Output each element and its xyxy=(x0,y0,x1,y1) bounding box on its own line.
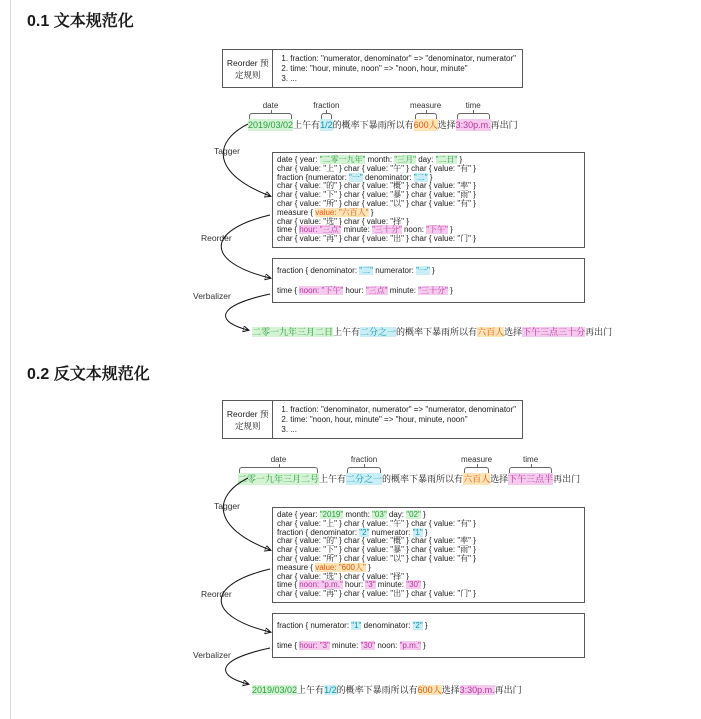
rule-item: 2. time: "hour, minute, noon" => "noon, hour, minute" xyxy=(281,63,468,73)
highlight-frac: "二" xyxy=(413,172,428,182)
text-segment: } xyxy=(427,172,433,182)
text-segment: month: xyxy=(365,155,395,164)
box-line xyxy=(277,235,580,244)
text-segment: 选择 xyxy=(504,327,523,337)
highlight-time: noon: "p.m." xyxy=(299,580,343,590)
text-segment: } xyxy=(365,562,371,572)
stage-label-tagger: Tagger xyxy=(214,146,240,156)
highlight-meas: value: "600人" xyxy=(315,562,366,572)
text-segment: } xyxy=(447,286,453,295)
highlight-date: "三月" xyxy=(394,155,416,164)
highlight-time: "p.m." xyxy=(399,641,421,650)
rule-item: 3. ... xyxy=(281,424,297,434)
rules-list xyxy=(273,401,522,438)
highlight-frac: 二分之一 xyxy=(360,327,397,337)
highlight-time: "30" xyxy=(360,641,376,650)
reorder-output-box xyxy=(272,613,585,658)
text-segment: char { value: "的" } char { value: "概" } char { value: "率" } xyxy=(277,536,476,546)
text-segment: } xyxy=(420,580,426,590)
highlight-frac: 1/2 xyxy=(324,685,337,695)
tagger-output-box xyxy=(272,507,585,603)
brace-icon xyxy=(464,467,489,473)
span-label: time xyxy=(465,101,481,110)
highlight-frac: "1" xyxy=(412,527,423,537)
section-heading: 0.2 反文本规范化 xyxy=(27,366,150,383)
span-label: measure xyxy=(410,101,442,110)
highlight-meas: 600人 xyxy=(417,685,442,695)
highlight-time: hour: "三点" xyxy=(299,225,342,235)
page-border xyxy=(10,0,11,719)
rules-box xyxy=(222,49,523,88)
highlight-meas: measure 六百人 xyxy=(461,455,493,484)
text-segment: 再出门 xyxy=(585,327,613,337)
text-segment: char { value: "下" } char { value: "暴" } char { value: "雨" } xyxy=(277,190,476,200)
text-segment: } xyxy=(368,207,374,217)
arrow-verbalizer xyxy=(226,648,270,684)
text-segment: 的概率下暴雨所以有 xyxy=(336,685,418,695)
rules-title: Reorder 预定规则 xyxy=(223,50,273,87)
rule-item: 1. fraction: "denominator, numerator" => "numerator, denominator" xyxy=(281,405,516,414)
highlight-time: "三点" xyxy=(365,286,388,295)
text-segment: char { value: "选" } char { value: "择" } xyxy=(277,216,409,226)
text-segment: char { value: "所" } char { value: "以" } char { value: "有" } xyxy=(277,198,476,208)
box-line xyxy=(277,286,580,295)
text-segment: month: xyxy=(343,510,373,519)
text-segment: date { year: xyxy=(277,510,320,519)
highlight-date: "二日" xyxy=(435,155,458,164)
highlight-date: "02" xyxy=(406,510,421,519)
highlight-frac: fraction 二分之一 xyxy=(346,455,383,484)
text-segment: fraction { numerator: xyxy=(277,621,352,630)
highlight-frac: "一" xyxy=(416,266,430,275)
text-segment: char { value: "所" } char { value: "以" } char { value: "有" } xyxy=(277,553,476,563)
brace-icon xyxy=(457,113,490,119)
text-segment: 上午有 xyxy=(333,327,361,337)
text-segment: char { value: "的" } char { value: "概" } char { value: "率" } xyxy=(277,181,476,191)
stage-label-verbalizer: Verbalizer xyxy=(193,291,231,301)
text-segment: 上午有 xyxy=(297,685,325,695)
highlight-time: hour: "3" xyxy=(299,641,330,650)
rule-item: 2. time: "noon, hour, minute" => "hour, minute, noon" xyxy=(281,414,468,424)
text-segment: denominator: xyxy=(362,172,414,182)
highlight-date: "03" xyxy=(372,510,387,519)
highlight-time: "三十分" xyxy=(418,286,448,295)
text-segment: denominator: xyxy=(361,621,413,630)
text-segment: time { xyxy=(277,580,300,590)
highlight-meas: 六百人 xyxy=(477,327,505,337)
text-segment: numerator: xyxy=(369,527,413,537)
text-segment: fraction { denominator: xyxy=(277,266,360,275)
text-segment: measure { xyxy=(277,562,316,572)
brace-icon xyxy=(415,113,437,119)
highlight-frac: fraction 1/2 xyxy=(313,101,340,130)
brace-icon xyxy=(347,467,381,473)
stage-label-tagger: Tagger xyxy=(214,501,240,511)
stage-label-reorder: Reorder xyxy=(201,589,232,599)
text-segment: minute: xyxy=(329,641,361,650)
brace-icon xyxy=(509,467,552,473)
text-segment: noon: xyxy=(401,225,427,235)
text-segment: } xyxy=(422,621,428,630)
highlight-time: 3:30p.m. xyxy=(459,685,495,695)
highlight-frac: "2" xyxy=(412,621,423,630)
rule-item: 3. ... xyxy=(281,73,297,83)
highlight-time: "下午" xyxy=(426,225,448,235)
text-segment: minute: xyxy=(387,286,419,295)
text-segment: 选择 xyxy=(441,685,460,695)
reorder-output-box xyxy=(272,258,585,303)
text-segment: measure { xyxy=(277,207,316,217)
text-segment: char { value: "再" } char { value: "出" } char { value: "门" } xyxy=(277,234,476,244)
tagger-output-box xyxy=(272,152,585,248)
arrow-reorder xyxy=(221,215,270,278)
text-segment: char { value: "下" } char { value: "暴" } char { value: "雨" } xyxy=(277,545,476,555)
section-heading: 0.1 文本规范化 xyxy=(27,13,134,30)
span-label: date xyxy=(270,455,287,464)
text-segment: time { xyxy=(277,286,300,295)
arrow-reorder xyxy=(221,569,270,632)
rule-item: 1. fraction: "numerator, denominator" => "denominator, numerator" xyxy=(281,54,516,63)
text-segment: 的概率下暴雨所以有 xyxy=(396,327,478,337)
span-label: measure xyxy=(461,455,493,464)
span-label: time xyxy=(523,455,539,464)
text-segment: minute: xyxy=(341,225,373,235)
arrow-tagger xyxy=(223,124,270,196)
highlight-time: "30" xyxy=(406,580,421,590)
output-sentence xyxy=(252,684,522,696)
text-segment: hour: xyxy=(342,580,366,590)
highlight-time: time 下午三点半 xyxy=(508,455,554,484)
highlight-meas: value: "六百人" xyxy=(315,207,369,217)
brace-icon xyxy=(321,113,332,119)
box-line xyxy=(277,621,580,630)
text-segment: 的概率下暴雨所以有 xyxy=(332,120,414,130)
stage-label-reorder: Reorder xyxy=(201,233,232,243)
highlight-time: 下午三点三十分 xyxy=(522,327,586,337)
span-label: fraction xyxy=(313,101,340,110)
highlight-time: "3" xyxy=(365,580,376,590)
text-segment: day: xyxy=(415,155,436,164)
highlight-frac: "一" xyxy=(349,172,363,182)
text-segment: } xyxy=(447,225,453,235)
highlight-frac: "1" xyxy=(351,621,362,630)
text-segment: fraction {numerator: xyxy=(277,172,350,182)
highlight-date: date 2019/03/02 xyxy=(248,101,294,130)
highlight-time: "三十分" xyxy=(372,225,402,235)
highlight-time: noon: "下午" xyxy=(299,286,344,295)
text-segment: char { value: "选" } char { value: "择" } xyxy=(277,571,409,581)
text-segment: char { value: "上" } char { value: "午" } char { value: "有" } xyxy=(277,163,476,173)
text-segment: day: xyxy=(386,510,407,519)
highlight-date: date 二零一九年三月二号 xyxy=(238,455,320,484)
highlight-date: 2019/03/02 xyxy=(252,685,298,695)
text-segment: minute: xyxy=(375,580,407,590)
highlight-date: "2019" xyxy=(319,510,344,519)
box-line xyxy=(277,641,580,650)
box-line xyxy=(277,590,580,599)
text-segment: date { year: xyxy=(277,155,320,164)
text-segment: } xyxy=(420,641,426,650)
text-segment: 上午有 xyxy=(319,474,347,484)
text-segment: fraction { denominator: xyxy=(277,527,360,537)
text-segment: } xyxy=(422,527,428,537)
text-segment: 再出门 xyxy=(490,120,518,130)
text-segment: char { value: "再" } char { value: "出" } char { value: "门" } xyxy=(277,589,476,599)
text-segment: 上午有 xyxy=(293,120,321,130)
text-segment: 再出门 xyxy=(553,474,581,484)
highlight-frac: "2" xyxy=(359,527,370,537)
flow-arrows xyxy=(186,468,286,698)
text-segment: } xyxy=(420,510,426,519)
text-segment: time { xyxy=(277,641,300,650)
text-segment: } xyxy=(429,266,435,275)
input-sentence xyxy=(248,101,518,131)
box-line xyxy=(277,266,580,275)
stage-label-verbalizer: Verbalizer xyxy=(193,650,231,660)
text-segment: 选择 xyxy=(437,120,456,130)
text-segment: 的概率下暴雨所以有 xyxy=(382,474,464,484)
output-sentence xyxy=(252,326,612,338)
arrow-verbalizer xyxy=(226,294,270,330)
span-label: date xyxy=(262,101,279,110)
text-segment: } xyxy=(457,155,463,164)
highlight-time: time 3:30p.m. xyxy=(455,101,491,130)
arrow-tagger xyxy=(223,478,270,550)
text-segment: 再出门 xyxy=(494,685,522,695)
text-segment: char { value: "上" } char { value: "午" } char { value: "有" } xyxy=(277,518,476,528)
text-segment: 选择 xyxy=(490,474,509,484)
span-label: fraction xyxy=(350,455,378,464)
rules-title: Reorder 预定规则 xyxy=(223,401,273,438)
highlight-date: "二零一九年" xyxy=(319,155,366,164)
highlight-meas: measure 600人 xyxy=(410,101,442,130)
rules-box xyxy=(222,400,523,439)
text-segment: noon: xyxy=(375,641,400,650)
input-sentence xyxy=(238,455,581,485)
text-segment: hour: xyxy=(343,286,366,295)
rules-list xyxy=(273,50,522,87)
flow-arrows xyxy=(186,114,286,344)
highlight-date: 二零一九年三月二日 xyxy=(252,327,334,337)
highlight-frac: "二" xyxy=(359,266,373,275)
text-segment: numerator: xyxy=(372,266,417,275)
text-segment: time { xyxy=(277,225,300,235)
